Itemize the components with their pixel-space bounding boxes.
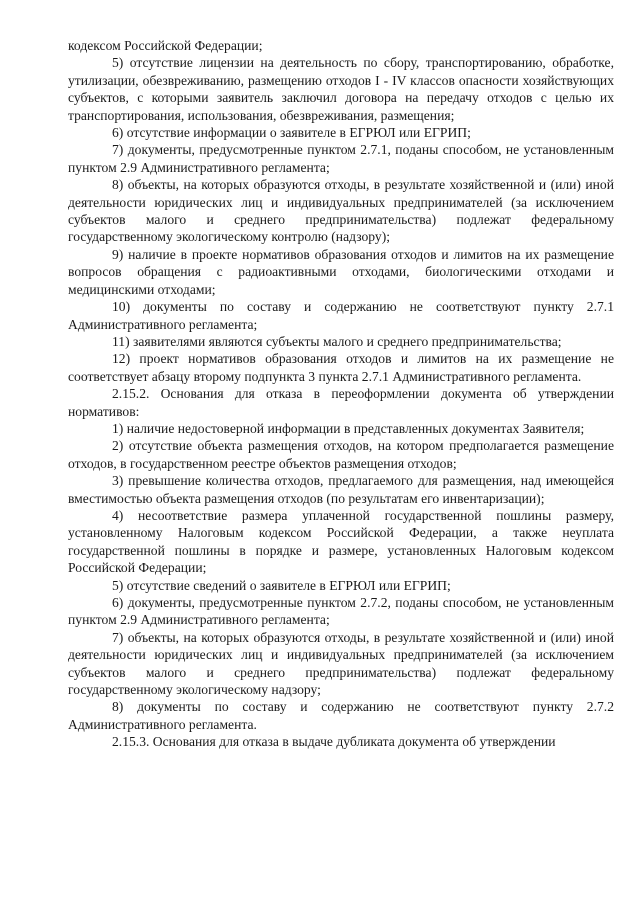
paragraph-reissue-item-3: 3) превышение количества отходов, предлагаемого для размещения, над имеющейся вместимостью объекта размещения отходов (по результатам его инвентаризации);: [68, 473, 614, 506]
paragraph-item-7-submission: 7) документы, предусмотренные пунктом 2.7.1, поданы способом, не установленным пунктом 2.9 Административного регламента;: [68, 142, 614, 175]
paragraph-reissue-item-7: 7) объекты, на которых образуются отходы, в результате хозяйственной и (или) иной деятельности юридических лиц и индивидуальных предпринимателей (за исключением субъектов малого и среднего предпринимательства) подлежат федеральному государственному экологическому надзору;: [68, 629, 614, 698]
paragraph-item-9-radioactive: 9) наличие в проекте нормативов образования отходов и лимитов на их размещение вопросов обращения с радиоактивными отходами, биологическими отходами и медицинскими отходами;: [68, 246, 614, 297]
paragraph-reissue-item-4: 4) несоответствие размера уплаченной государственной пошлины размеру, установленному Налоговым кодексом Российской Федерации, а также неуплата государственной пошлины в порядке и размере, установленных Налоговым кодексом Российской Федерации;: [68, 507, 614, 576]
paragraph-continuation: кодексом Российской Федерации;: [68, 38, 263, 53]
paragraph-reissue-item-6: 6) документы, предусмотренные пунктом 2.7.2, поданы способом, не установленным пунктом 2.9 Административного регламента;: [68, 595, 614, 628]
paragraph-item-10-composition: 10) документы по составу и содержанию не соответствуют пункту 2.7.1 Административного регламента;: [68, 299, 614, 332]
paragraph-item-6-egrul: 6) отсутствие информации о заявителе в ЕГРЮЛ или ЕГРИП;: [112, 125, 471, 141]
paragraph-reissue-item-5: 5) отсутствие сведений о заявителе в ЕГРЮЛ или ЕГРИП;: [112, 577, 451, 593]
section-heading-2-15-3: 2.15.3. Основания для отказа в выдаче дубликата документа об утверждении: [112, 734, 556, 750]
paragraph-item-12-project: 12) проект нормативов образования отходов и лимитов на их размещение не соответствует абзацу второму подпункта 3 пункта 2.7.1 Административного регламента.: [68, 351, 614, 384]
document-page: [68, 37, 614, 751]
paragraph-item-8-federal-control: 8) объекты, на которых образуются отходы, в результате хозяйственной и (или) иной деятельности юридических лиц и индивидуальных предпринимателей (за исключением субъектов малого и среднего предпринимательства) подлежат федеральному государственному экологическому контролю (надзору);: [68, 177, 614, 245]
paragraph-reissue-item-1: 1) наличие недостоверной информации в представленных документах Заявителя;: [112, 420, 585, 436]
paragraph-item-11-small-business: 11) заявителями являются субъекты малого и среднего предпринимательства;: [112, 333, 562, 349]
paragraph-reissue-item-8: 8) документы по составу и содержанию не соответствуют пункту 2.7.2 Административного регламента.: [68, 699, 614, 732]
section-heading-2-15-2: 2.15.2. Основания для отказа в переоформлении документа об утверждении нормативов:: [68, 386, 614, 419]
paragraph-item-5-license: 5) отсутствие лицензии на деятельность по сбору, транспортированию, обработке, утилизации, обезвреживанию, размещению отходов I - IV классов опасности хозяйствующих субъектов, с которыми заявитель заключил договора на передачу отходов с целью их транспортирования, использования, обезвреживания, размещения;: [68, 55, 614, 123]
paragraph-reissue-item-2: 2) отсутствие объекта размещения отходов, на котором предполагается размещение отходов, в государственном реестре объектов размещения отходов;: [68, 438, 614, 471]
